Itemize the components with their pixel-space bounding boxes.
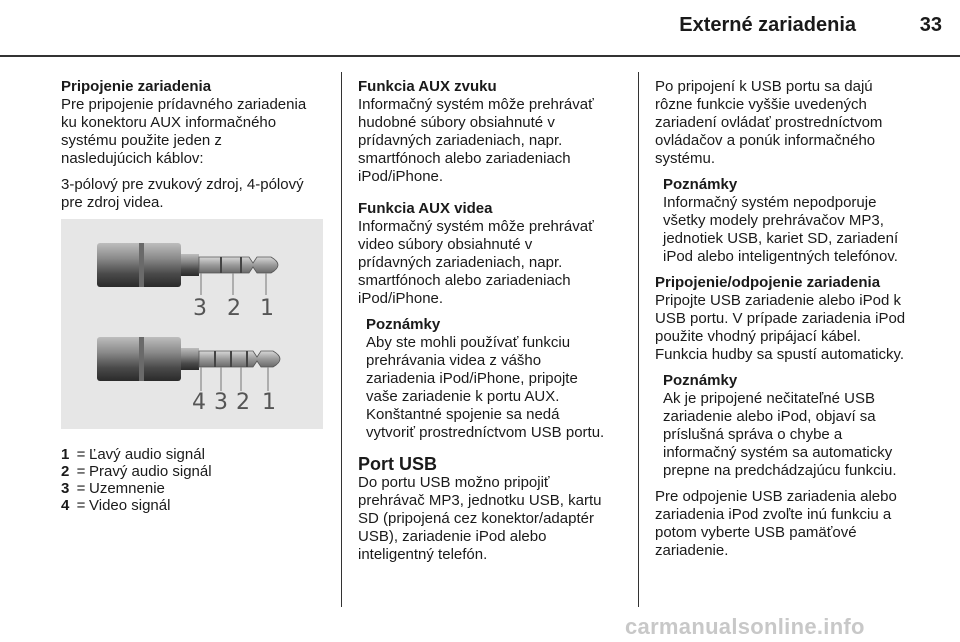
section-title: Externé zariadenia [679,14,856,36]
legend-text: Video signál [89,497,171,514]
text-line: Ak je pripojené nečitateľné USB [663,390,875,407]
pin-label: 4 [192,390,206,415]
pin-label: 2 [227,296,241,321]
paragraph [61,96,336,168]
text-line: Pre odpojenie USB zariadenia alebo [655,488,897,505]
jack-plug-diagram [61,219,323,429]
text-line: všetky modely prehrávačov MP3, [663,212,884,229]
text-line: Aby ste mohli používať funkciu [366,334,571,351]
paragraph [358,474,633,564]
text-line: rôzne funkcie vyššie uvedených [655,96,867,113]
legend-number: 2 [61,463,70,480]
plug-3-pole [97,243,278,321]
text-line: 3-pólový pre zvukový zdroj, 4-pólový [61,176,304,193]
note-title: Poznámky [663,176,738,193]
page-number: 33 [919,14,942,36]
text-line: ovládačov a ponúk informačného [655,132,876,149]
pin-label: 3 [193,296,207,321]
text-line: iPod/iPhone. [358,168,444,185]
paragraph [358,96,633,186]
text-line: iPod/iPhone. [358,290,444,307]
text-line: potom vyberte USB pamäťové [655,524,857,541]
legend-number: 1 [61,446,70,463]
watermark: carmanualsonline.info [625,614,865,639]
text-line: zariadení ovládať prostredníctvom [655,114,883,131]
paragraph [655,292,945,364]
pin-label: 3 [214,390,228,415]
text-line: hudobné súbory obsiahnuté v [358,114,555,131]
pin-label: 1 [260,296,274,321]
note-box [663,372,945,480]
column-2 [358,78,633,572]
figure-legend [61,446,212,514]
text-line: použite vhodný pripájací kábel. [655,328,861,345]
text-line: informačný systém sa automaticky [663,444,893,461]
text-line: zariadenie alebo iPod, objaví sa [663,408,876,425]
note-box [366,316,633,442]
plug-4-pole [97,337,280,415]
text-line: Do portu USB možno pripojiť [358,474,550,491]
text-line: systému. [655,150,716,167]
text-line: zariadenia iPod/iPhone, pripojte [366,370,578,387]
text-line: systému použite jeden z [61,132,222,149]
text-line: zariadenie. [655,542,729,559]
text-line: video súbory obsiahnuté v [358,236,533,253]
column-1 [61,78,336,220]
legend-row [61,497,212,514]
text-line: Informačný systém môže prehrávať [358,96,594,113]
legend-text: Pravý audio signál [89,463,212,480]
text-line: smartfónoch alebo zariadeniach [358,272,571,289]
legend-separator: = [76,480,86,497]
text-line: ku konektoru AUX informačného [61,114,277,131]
legend-separator: = [76,463,86,480]
paragraph [655,488,945,560]
header-divider [0,55,960,57]
legend-number: 4 [61,497,70,514]
note-title: Poznámky [366,316,441,333]
text-line: SD (pripojená cez konektor/adaptér [358,510,594,527]
text-line: prehrávania videa z vášho [366,352,542,369]
text-line: Informačný systém môže prehrávať [358,218,594,235]
text-line: jednotiek USB, kariet SD, zariadení [663,230,899,247]
legend-row [61,480,212,497]
text-line: prídavných zariadeniach, napr. [358,132,563,149]
jack-plug-figure [61,219,323,429]
legend-number: 3 [61,480,70,497]
pin-label: 1 [262,390,276,415]
legend-row [61,463,212,480]
paragraph [655,78,945,168]
note-title: Poznámky [663,372,738,389]
heading-connect-device: Pripojenie zariadenia [61,78,212,95]
paragraph [61,176,336,212]
text-line: zariadenia iPod zvoľte inú funkciu a [655,506,892,523]
text-line: Po pripojení k USB portu sa dajú [655,78,873,95]
pin-label: 2 [236,390,250,415]
heading-aux-audio: Funkcia AUX zvuku [358,78,497,95]
text-line: smartfónoch alebo zariadeniach [358,150,571,167]
text-line: prídavných zariadeniach, napr. [358,254,563,271]
legend-row [61,446,212,463]
text-line: nasledujúcich káblov: [61,150,204,167]
heading-connect-disconnect: Pripojenie/odpojenie zariadenia [655,274,881,291]
legend-text: Uzemnenie [89,480,165,497]
column-3 [655,78,945,568]
text-line: Funkcia hudby sa spustí automaticky. [655,346,905,363]
heading-usb-port: Port USB [358,454,438,474]
text-line: Informačný systém nepodporuje [663,194,877,211]
column-divider [341,72,342,607]
text-line: iPod alebo inteligentných telefónov. [663,248,898,265]
text-line: Konštantné spojenie sa nedá [366,406,560,423]
legend-separator: = [76,497,86,514]
text-line: pre zdroj videa. [61,194,164,211]
text-line: vytvoriť prostredníctvom USB portu. [366,424,605,441]
text-line: Pre pripojenie prídavného zariadenia [61,96,307,113]
text-line: prehrávač MP3, jednotku USB, kartu [358,492,602,509]
legend-text: Ľavý audio signál [89,446,205,463]
text-line: prepne na predchádzajúcu funkciu. [663,462,897,479]
text-line: USB), zariadenie iPod alebo [358,528,547,545]
text-line: vaše zariadenie k portu AUX. [366,388,560,405]
text-line: inteligentný telefón. [358,546,488,563]
text-line: Pripojte USB zariadenie alebo iPod k [655,292,901,309]
heading-aux-video: Funkcia AUX videa [358,200,493,217]
note-box [663,176,945,266]
text-line: USB portu. V prípade zariadenia iPod [655,310,906,327]
text-line: príslušná správa o chybe a [663,426,843,443]
paragraph [358,218,633,308]
column-divider [638,72,639,607]
legend-separator: = [76,446,86,463]
